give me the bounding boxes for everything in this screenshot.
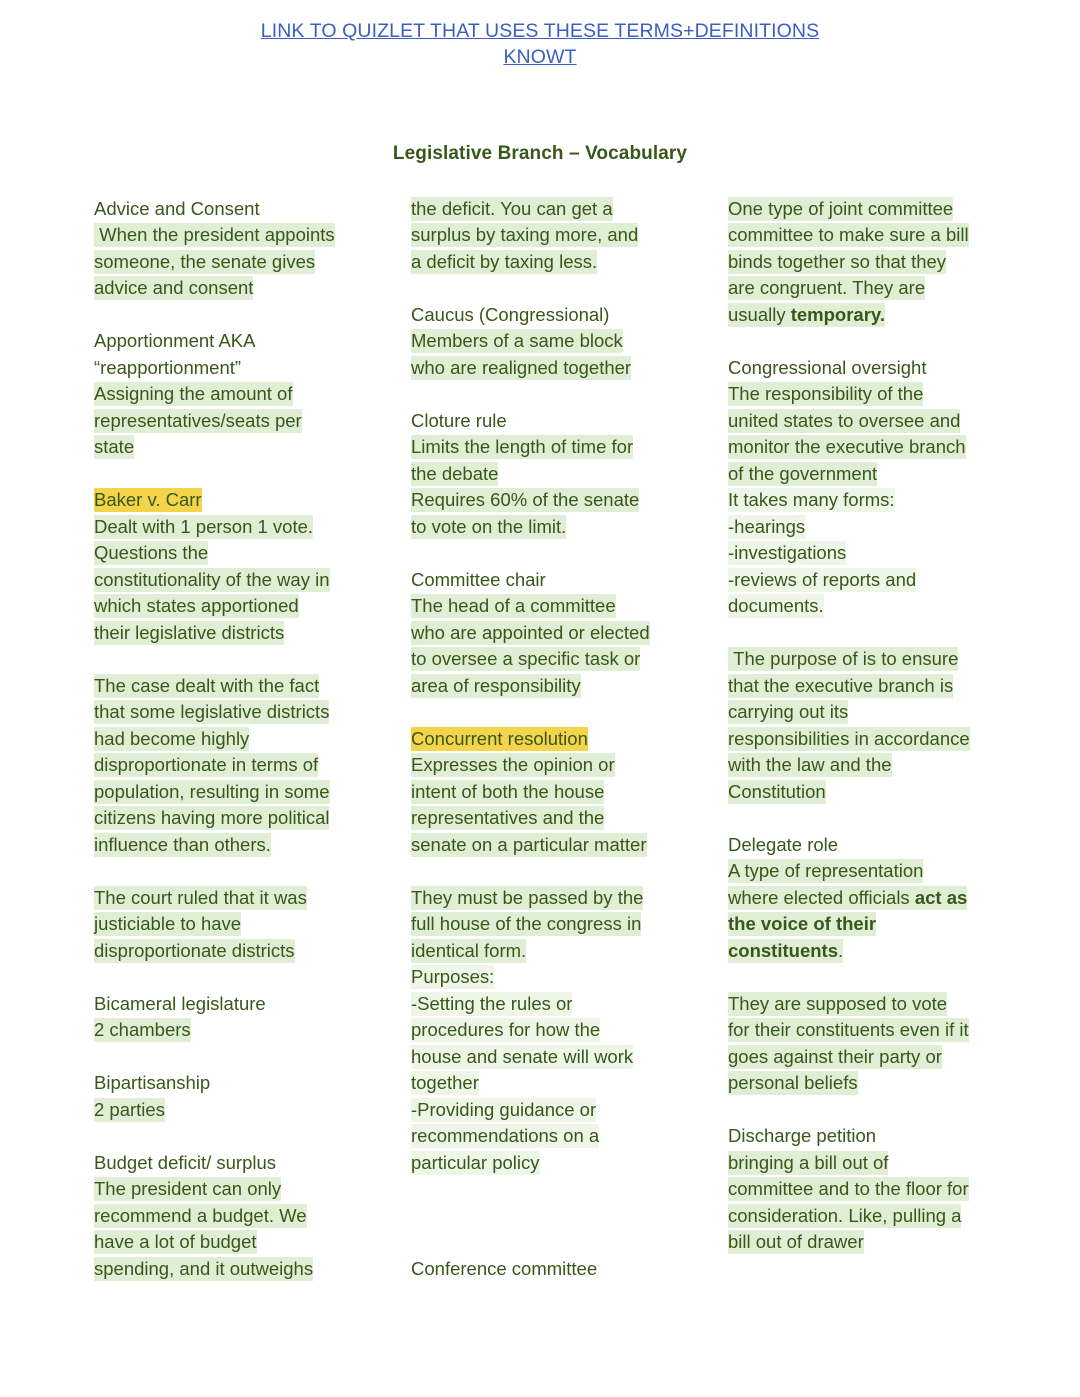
vocab-line: Advice and Consent (94, 197, 260, 219)
vocab-line: The president can only (94, 1178, 282, 1200)
vocab-line: Apportionment AKA (94, 330, 256, 352)
vocab-line: surplus by taxing more, and (411, 224, 639, 246)
vocab-line (728, 911, 1019, 938)
vocab-line: justiciable to have (94, 913, 242, 935)
spacer-line (94, 461, 385, 488)
vocab-line: spending, and it outweighs (94, 1257, 314, 1279)
vocab-line: their legislative districts (94, 621, 285, 643)
vocab-line: 2 parties (94, 1098, 165, 1120)
vocab-line: The responsibility of the (728, 383, 924, 405)
vocab-line: -reviews of reports and (728, 568, 917, 590)
spacer-line (94, 302, 385, 329)
vocab-line: When the president appoints (94, 224, 335, 246)
vocab-line: house and senate will work (411, 1045, 634, 1067)
vocab-line: consideration. Like, pulling a (728, 1204, 962, 1226)
vocab-line: Caucus (Congressional) (411, 303, 610, 325)
vocab-line: Constitution (728, 780, 826, 802)
vocab-line: The case dealt with the fact (94, 674, 320, 696)
spacer-line (728, 1097, 1019, 1124)
vocab-line: of the government (728, 462, 878, 484)
spacer-line (94, 1123, 385, 1150)
spacer-line (411, 1176, 702, 1203)
vocab-line: binds together so that they (728, 250, 947, 272)
vocab-line: Discharge petition (728, 1125, 877, 1147)
spacer-line (94, 964, 385, 991)
vocab-line: particular policy (411, 1151, 540, 1173)
column-middle (411, 196, 702, 1283)
vocab-line: identical form. (411, 939, 527, 961)
vocab-line: carrying out its (728, 701, 849, 723)
vocab-line: documents. (728, 595, 824, 617)
vocab-line: that some legislative districts (94, 701, 330, 723)
spacer-line (411, 540, 702, 567)
vocab-line: Limits the length of time for (411, 436, 634, 458)
vocab-line: full house of the congress in (411, 913, 642, 935)
vocab-line: together (411, 1072, 479, 1094)
vocab-line: Dealt with 1 person 1 vote. (94, 515, 314, 537)
vocab-line: One type of joint committee (728, 197, 954, 219)
vocab-line: responsibilities in accordance (728, 727, 970, 749)
vocab-line: had become highly (94, 727, 250, 749)
column-right (728, 196, 1019, 1256)
vocab-line: constituents. (728, 939, 844, 961)
vocab-line: are congruent. They are (728, 277, 926, 299)
vocab-line: 2 chambers (94, 1019, 191, 1041)
vocab-line: recommendations on a (411, 1125, 600, 1147)
vocab-line: Concurrent resolution (411, 727, 588, 749)
vocab-line: usually temporary. (728, 303, 885, 325)
vocab-line: Purposes: (411, 966, 495, 988)
quizlet-link[interactable]: LINK TO QUIZLET THAT USES THESE TERMS+DEFINITIONS (260, 20, 820, 42)
vocab-line: to oversee a specific task or (411, 648, 641, 670)
vocab-line: -Providing guidance or (411, 1098, 597, 1120)
vocab-line: senate on a particular matter (411, 833, 647, 855)
vocab-line: who are realigned together (411, 356, 632, 378)
vocab-line: have a lot of budget (94, 1231, 257, 1253)
column-left (94, 196, 385, 1283)
vocab-line: to vote on the limit. (411, 515, 567, 537)
vocab-line: Bicameral legislature (94, 992, 266, 1014)
vocab-line: Committee chair (411, 568, 546, 590)
vocab-line: Bipartisanship (94, 1072, 211, 1094)
vocab-line: Conference committee (411, 1257, 598, 1279)
vocab-line: The purpose of is to ensure (728, 648, 959, 670)
vocab-line: The head of a committee (411, 595, 616, 617)
vocab-line: united states to oversee and (728, 409, 961, 431)
spacer-line (411, 381, 702, 408)
vocab-line: Requires 60% of the senate (411, 489, 640, 511)
vocab-line: -hearings (728, 515, 806, 537)
spacer-line (728, 805, 1019, 832)
vocab-line: for their constituents even if it (728, 1019, 969, 1041)
vocab-line: committee to make sure a bill (728, 224, 969, 246)
vocab-line: citizens having more political (94, 807, 330, 829)
spacer-line (94, 1044, 385, 1071)
vocab-line: with the law and the (728, 754, 892, 776)
spacer-line (728, 964, 1019, 991)
vocab-line: Questions the (94, 542, 209, 564)
vocab-line: procedures for how the (411, 1019, 601, 1041)
vocab-line: “reapportionment” (94, 356, 242, 378)
vocab-line: disproportionate districts (94, 939, 295, 961)
vocab-line: Members of a same block (411, 330, 623, 352)
vocab-line: It takes many forms: (728, 489, 895, 511)
bold-text: the voice of their (728, 913, 877, 935)
vocab-line: committee and to the floor for (728, 1178, 969, 1200)
vocab-line: Congressional oversight (728, 356, 927, 378)
vocab-line: Assigning the amount of (94, 383, 293, 405)
vocab-line: disproportionate in terms of (94, 754, 319, 776)
quizlet-link-block (0, 10, 1080, 71)
spacer-line (728, 328, 1019, 355)
vocab-line: -Setting the rules or (411, 992, 573, 1014)
page-title: Legislative Branch – Vocabulary (392, 142, 688, 164)
spacer-line (411, 699, 702, 726)
spacer-line (411, 275, 702, 302)
spacer-line (94, 646, 385, 673)
vocab-line: the deficit. You can get a (411, 197, 613, 219)
vocab-line: the debate (411, 462, 499, 484)
vocab-line: influence than others. (94, 833, 271, 855)
vocab-line: bringing a bill out of (728, 1151, 889, 1173)
spacer-line (411, 1203, 702, 1230)
vocab-line: The court ruled that it was (94, 886, 307, 908)
vocab-line: advice and consent (94, 277, 254, 299)
vocab-line: someone, the senate gives (94, 250, 316, 272)
vocab-line: who are appointed or elected (411, 621, 650, 643)
vocab-line: which states apportioned (94, 595, 299, 617)
vocab-line: representatives/seats per (94, 409, 302, 431)
vocab-line: Expresses the opinion or (411, 754, 615, 776)
vocab-line: Cloture rule (411, 409, 507, 431)
spacer-line (728, 620, 1019, 647)
vocab-line: bill out of drawer (728, 1231, 864, 1253)
vocab-line: that the executive branch is (728, 674, 954, 696)
vocab-line: personal beliefs (728, 1072, 858, 1094)
vocab-line: -investigations (728, 542, 847, 564)
vocab-line: a deficit by taxing less. (411, 250, 598, 272)
knowt-link[interactable]: KNOWT (503, 46, 577, 69)
vocab-line: A type of representation (728, 860, 924, 882)
vocab-line: Budget deficit/ surplus (94, 1151, 277, 1173)
spacer-line (411, 1229, 702, 1256)
vocab-line: state (94, 436, 135, 458)
bold-text: act as (914, 886, 968, 908)
vocab-line: population, resulting in some (94, 780, 330, 802)
bold-text: constituents (728, 939, 838, 961)
vocab-line: Delegate role (728, 833, 839, 855)
vocab-line: They must be passed by the (411, 886, 644, 908)
vocab-line: intent of both the house (411, 780, 605, 802)
vocab-line: monitor the executive branch (728, 436, 966, 458)
bold-text: temporary. (790, 303, 885, 325)
vocab-line: area of responsibility (411, 674, 581, 696)
vocab-line: Baker v. Carr (94, 489, 202, 511)
spacer-line (411, 858, 702, 885)
vocab-line: representatives and the (411, 807, 605, 829)
vocabulary-columns (0, 196, 1080, 1283)
vocab-line: goes against their party or (728, 1045, 942, 1067)
vocab-line: They are supposed to vote (728, 992, 948, 1014)
vocab-line: where elected officials act as (728, 886, 968, 908)
vocab-line: constitutionality of the way in (94, 568, 330, 590)
spacer-line (94, 858, 385, 885)
vocab-line: recommend a budget. We (94, 1204, 307, 1226)
